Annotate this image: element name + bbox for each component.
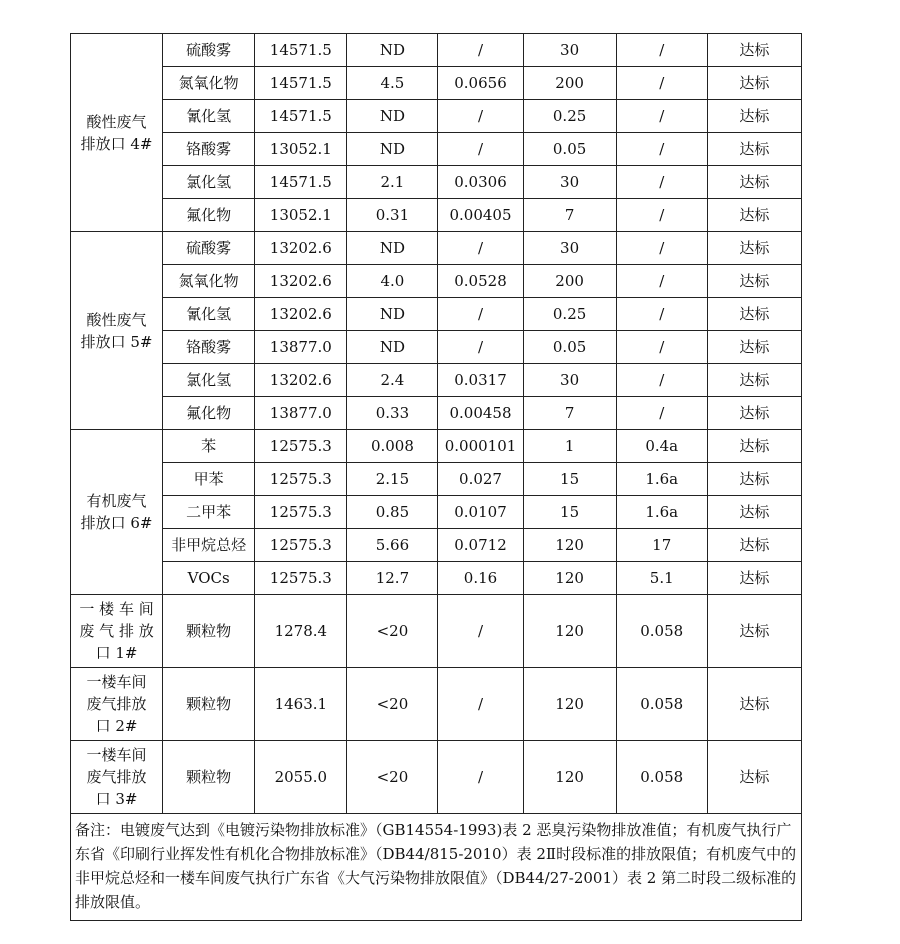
source-cell: [71, 430, 163, 595]
table-cell: 达标: [707, 298, 801, 331]
source-cell: [71, 595, 163, 668]
table-cell: 13052.1: [255, 199, 347, 232]
table-cell: /: [438, 100, 523, 133]
table-row: [71, 668, 802, 741]
source-cell: [71, 668, 163, 741]
source-line: 口 3#: [95, 790, 138, 808]
table-cell: 0.4a: [616, 430, 707, 463]
source-cell: [71, 232, 163, 430]
table-cell: 达标: [707, 34, 801, 67]
table-cell: 达标: [707, 232, 801, 265]
table-cell: 0.25: [523, 298, 616, 331]
source-line: 废气排放: [86, 695, 147, 713]
table-cell: 1.6a: [616, 496, 707, 529]
table-cell: 5.66: [347, 529, 438, 562]
table-cell: /: [616, 199, 707, 232]
table-cell: ND: [347, 331, 438, 364]
table-cell: 达标: [707, 265, 801, 298]
table-cell: 达标: [707, 741, 801, 814]
source-line: 一楼车间: [86, 746, 147, 764]
table-row: [71, 562, 802, 595]
table-cell: 12575.3: [255, 463, 347, 496]
table-cell: 达标: [707, 668, 801, 741]
table-cell: 0.00405: [438, 199, 523, 232]
table-row: [71, 100, 802, 133]
table-cell: /: [438, 232, 523, 265]
table-cell: 颗粒物: [163, 595, 255, 668]
table-cell: /: [616, 67, 707, 100]
note-text: 备注：电镀废气达到《电镀污染物排放标准》（GB14554-1993)表 2 恶臭污染物排放准值；有机废气执行广东省《印刷行业挥发性有机化合物排放标准》（DB44/815-2010）表 2Ⅱ时段标准的排放限值；有机废气中的非甲烷总烃和一楼车间废气执行广东省《大气污染物排放限值》（DB44/27-2001）表 2 第二时段二级标准的排放限值。: [71, 814, 802, 921]
table-cell: 0.000101: [438, 430, 523, 463]
table-cell: 达标: [707, 67, 801, 100]
table-row: [71, 364, 802, 397]
table-cell: 13202.6: [255, 298, 347, 331]
table-cell: 硫酸雾: [163, 232, 255, 265]
table-cell: 120: [523, 741, 616, 814]
table-cell: 氰化氢: [163, 100, 255, 133]
table-cell: 0.008: [347, 430, 438, 463]
table-cell: /: [438, 595, 523, 668]
table-cell: ND: [347, 100, 438, 133]
table-cell: 0.058: [616, 668, 707, 741]
table-cell: <20: [347, 595, 438, 668]
table-cell: 2.15: [347, 463, 438, 496]
table-cell: 氯化氢: [163, 364, 255, 397]
table-cell: 1278.4: [255, 595, 347, 668]
table-cell: 13052.1: [255, 133, 347, 166]
table-cell: /: [616, 331, 707, 364]
table-cell: /: [616, 265, 707, 298]
table-row: [71, 34, 802, 67]
table-row: [71, 496, 802, 529]
table-cell: /: [616, 166, 707, 199]
table-cell: 达标: [707, 166, 801, 199]
table-row: [71, 232, 802, 265]
table-cell: 苯: [163, 430, 255, 463]
table-cell: 13877.0: [255, 397, 347, 430]
table-cell: 1463.1: [255, 668, 347, 741]
table-row: [71, 529, 802, 562]
table-row: [71, 67, 802, 100]
table-cell: /: [616, 232, 707, 265]
table-row: [71, 298, 802, 331]
source-line: 一楼车间: [86, 673, 147, 691]
table-cell: 0.05: [523, 331, 616, 364]
source-line: 废气排放: [86, 768, 147, 786]
table-cell: /: [438, 34, 523, 67]
table-cell: 0.058: [616, 741, 707, 814]
table-cell: 达标: [707, 463, 801, 496]
table-cell: 非甲烷总烃: [163, 529, 255, 562]
table-row: [71, 741, 802, 814]
table-cell: 7: [523, 397, 616, 430]
table-cell: /: [438, 331, 523, 364]
table-cell: 0.25: [523, 100, 616, 133]
table-cell: 14571.5: [255, 166, 347, 199]
table-cell: 0.31: [347, 199, 438, 232]
table-cell: 铬酸雾: [163, 331, 255, 364]
table-row: [71, 331, 802, 364]
table-cell: <20: [347, 668, 438, 741]
table-cell: 14571.5: [255, 67, 347, 100]
source-line: 酸性废气: [86, 112, 147, 131]
table-cell: 氰化氢: [163, 298, 255, 331]
table-cell: 12575.3: [255, 562, 347, 595]
table-cell: /: [616, 34, 707, 67]
table-cell: /: [438, 133, 523, 166]
table-cell: 甲苯: [163, 463, 255, 496]
table-cell: 氟化物: [163, 397, 255, 430]
table-cell: ND: [347, 34, 438, 67]
source-line: 有机废气: [86, 492, 147, 510]
table-cell: 达标: [707, 397, 801, 430]
table-cell: 30: [523, 364, 616, 397]
table-cell: 200: [523, 67, 616, 100]
table-cell: 0.0306: [438, 166, 523, 199]
note-row: [71, 814, 802, 921]
table-cell: 30: [523, 232, 616, 265]
table-cell: 达标: [707, 529, 801, 562]
table-cell: 达标: [707, 430, 801, 463]
table-cell: /: [616, 100, 707, 133]
table-cell: 120: [523, 562, 616, 595]
table-cell: /: [616, 397, 707, 430]
source-line: 酸性废气: [86, 310, 147, 329]
table-cell: 120: [523, 595, 616, 668]
table-cell: 0.85: [347, 496, 438, 529]
table-cell: 0.027: [438, 463, 523, 496]
table-cell: 氟化物: [163, 199, 255, 232]
source-cell: [71, 34, 163, 232]
table-cell: 0.16: [438, 562, 523, 595]
table-cell: 13877.0: [255, 331, 347, 364]
table-cell: 硫酸雾: [163, 34, 255, 67]
table-cell: 13202.6: [255, 364, 347, 397]
table-row: [71, 166, 802, 199]
table-cell: 2055.0: [255, 741, 347, 814]
table-row: [71, 265, 802, 298]
table-cell: 14571.5: [255, 34, 347, 67]
table-cell: 达标: [707, 562, 801, 595]
table-cell: 15: [523, 463, 616, 496]
table-cell: 达标: [707, 364, 801, 397]
table-cell: 达标: [707, 133, 801, 166]
table-cell: 达标: [707, 331, 801, 364]
table-cell: /: [438, 298, 523, 331]
table-cell: 0.05: [523, 133, 616, 166]
table-cell: /: [616, 364, 707, 397]
table-cell: /: [616, 133, 707, 166]
table-cell: /: [438, 668, 523, 741]
table-cell: 12.7: [347, 562, 438, 595]
table-cell: 颗粒物: [163, 741, 255, 814]
table-cell: 120: [523, 668, 616, 741]
table-row: [71, 463, 802, 496]
table-cell: 氯化氢: [163, 166, 255, 199]
table-cell: /: [438, 741, 523, 814]
table-cell: 12575.3: [255, 529, 347, 562]
table-cell: 15: [523, 496, 616, 529]
table-cell: 0.33: [347, 397, 438, 430]
table-cell: 氮氧化物: [163, 265, 255, 298]
table-cell: 12575.3: [255, 430, 347, 463]
emission-table: [70, 33, 802, 921]
table-row: [71, 199, 802, 232]
table-cell: 120: [523, 529, 616, 562]
table-cell: 12575.3: [255, 496, 347, 529]
table-cell: 达标: [707, 595, 801, 668]
table-row: [71, 133, 802, 166]
source-line: 排放口 5#: [80, 332, 153, 351]
table-cell: 达标: [707, 496, 801, 529]
source-line: 一 楼 车 间: [79, 600, 154, 618]
table-cell: 4.0: [347, 265, 438, 298]
table-row: [71, 430, 802, 463]
table-cell: ND: [347, 133, 438, 166]
source-line: 废 气 排 放: [79, 622, 154, 640]
table-cell: 5.1: [616, 562, 707, 595]
table-cell: <20: [347, 741, 438, 814]
table-cell: 0.0107: [438, 496, 523, 529]
table-cell: 1: [523, 430, 616, 463]
table-cell: 4.5: [347, 67, 438, 100]
table-cell: 0.0656: [438, 67, 523, 100]
table-cell: 0.0528: [438, 265, 523, 298]
table-cell: 17: [616, 529, 707, 562]
table-cell: 氮氧化物: [163, 67, 255, 100]
table-cell: 1.6a: [616, 463, 707, 496]
table-cell: 200: [523, 265, 616, 298]
table-row: [71, 397, 802, 430]
table-cell: 0.058: [616, 595, 707, 668]
table-cell: 2.1: [347, 166, 438, 199]
table-cell: 30: [523, 34, 616, 67]
source-line: 口 1#: [95, 644, 138, 662]
table-cell: ND: [347, 232, 438, 265]
source-cell: [71, 741, 163, 814]
table-cell: 30: [523, 166, 616, 199]
table-cell: 颗粒物: [163, 668, 255, 741]
table-cell: /: [616, 298, 707, 331]
table-cell: 2.4: [347, 364, 438, 397]
table-cell: 14571.5: [255, 100, 347, 133]
table-cell: 7: [523, 199, 616, 232]
source-line: 排放口 4#: [80, 134, 153, 153]
source-line: 排放口 6#: [80, 514, 153, 532]
table-cell: 0.0712: [438, 529, 523, 562]
table-cell: VOCs: [163, 562, 255, 595]
table-cell: 13202.6: [255, 232, 347, 265]
table-cell: 达标: [707, 100, 801, 133]
table-cell: 达标: [707, 199, 801, 232]
table-cell: 0.00458: [438, 397, 523, 430]
table-cell: 0.0317: [438, 364, 523, 397]
table-row: [71, 595, 802, 668]
table-cell: 二甲苯: [163, 496, 255, 529]
table-cell: 铬酸雾: [163, 133, 255, 166]
table-cell: 13202.6: [255, 265, 347, 298]
table-cell: ND: [347, 298, 438, 331]
source-line: 口 2#: [95, 717, 138, 735]
